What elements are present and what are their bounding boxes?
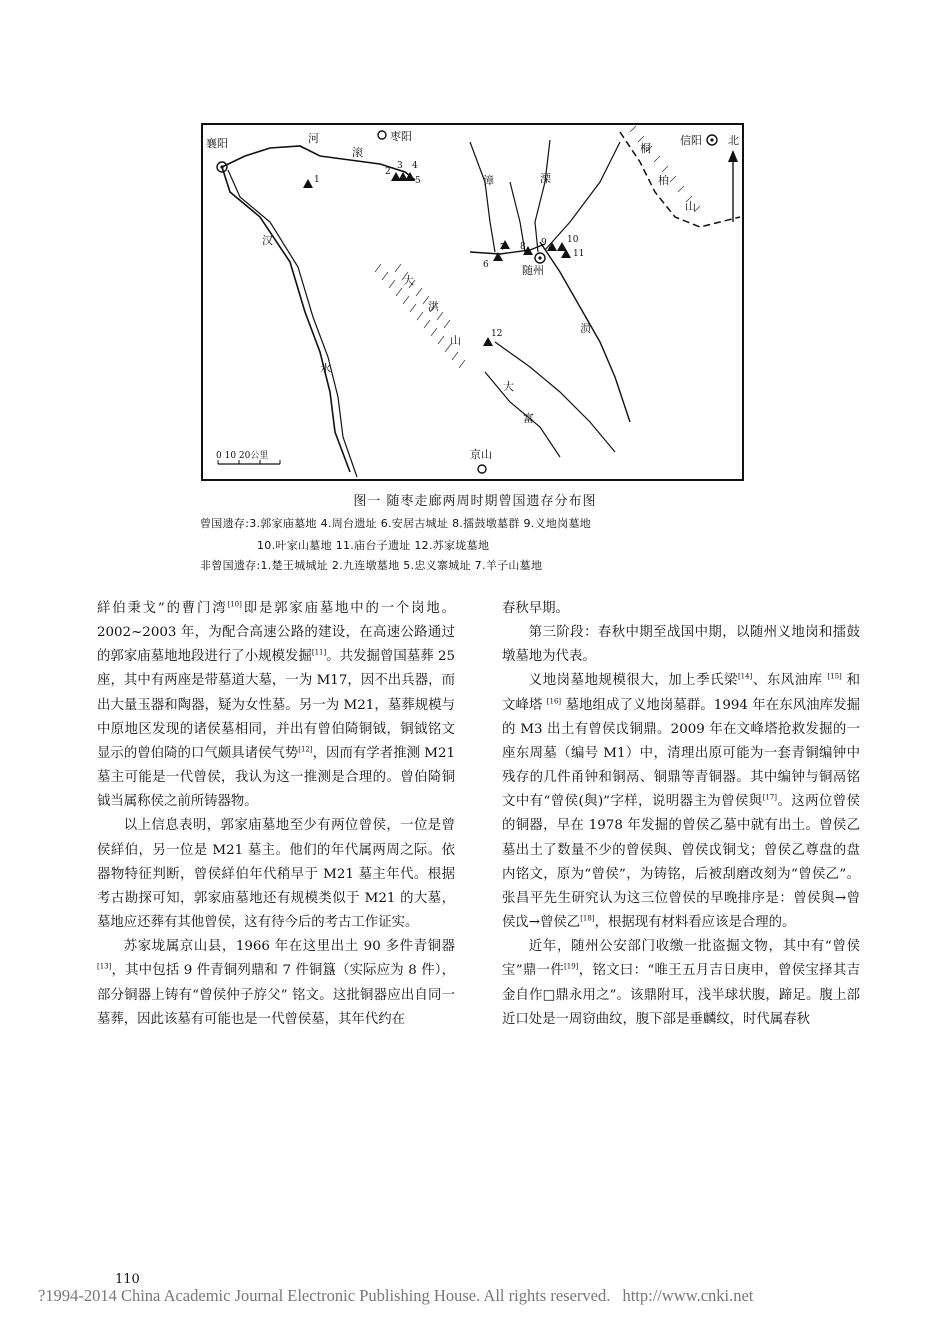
label-xinyang: 信阳: [680, 134, 702, 147]
label-jingshan: 京山: [470, 448, 492, 461]
reference-mark: [19]: [564, 962, 579, 971]
paragraph-text: ，因而有学者推测 M21 墓主可能是一代曾侯，我认为这一推测是合理的。曾伯陭铜钺当属称侯之前所铸器物。: [97, 745, 455, 810]
site-label-9: 9: [541, 238, 547, 248]
paragraph-text: 絴伯秉戈”的曹门湾: [97, 601, 228, 616]
label-mtn-tong: 桐: [640, 142, 651, 155]
site-label-12: 12: [491, 329, 503, 339]
site-label-8: 8: [520, 242, 526, 252]
paragraph: [97, 935, 455, 1032]
label-river-fu: 富: [523, 412, 534, 425]
paragraph-text: 和文峰塔: [502, 673, 860, 713]
label-river-li: 溧: [540, 172, 551, 185]
site-label-6: 6: [483, 260, 489, 270]
paragraph-text: ，铭文曰：“唯王五月吉日庚申，曾侯宝择其吉金自作□鼎永用之”。该鼎附耳，浅半球状腹，蹄足。腹上部近口处是一周窃曲纹，腹下部是垂麟纹，时代属春秋: [502, 963, 860, 1027]
paragraph-text: ，根据现有材料看应该是合理的。: [594, 915, 796, 931]
label-xiangyang: 襄阳: [206, 137, 228, 150]
label-river-he: 河: [308, 132, 319, 145]
paragraph: [502, 935, 860, 1032]
paragraph-text: 、东风油库: [752, 673, 828, 689]
site-label-3: 3: [397, 161, 403, 171]
label-mtn-bai: 柏: [658, 174, 669, 187]
reference-mark: [16]: [546, 697, 562, 706]
footer: [38, 1286, 918, 1306]
label-river-da: 大: [503, 380, 514, 393]
site-label-5: 5: [415, 176, 421, 186]
label-zaoyang: 枣阳: [390, 130, 412, 143]
label-river-han: 汉: [262, 234, 273, 247]
site-label-11: 11: [573, 249, 585, 259]
site-label-1: 1: [314, 175, 320, 185]
figure-caption: 图一 随枣走廊两周时期曾国遗存分布图: [353, 494, 597, 509]
reference-mark: [13]: [97, 962, 112, 971]
paragraph-text: 春秋早期。: [502, 601, 569, 616]
legend-line-3: 非曾国遗存:1.楚王城城址 2.九连墩墓地 5.忠义寨城址 7.羊子山墓地: [200, 559, 543, 572]
paragraph-text: 即是郭家庙墓地中的一个岗地。2002~2003 年，为配合高速公路的建设，在高速公路通过的郭家庙墓地地段进行了小规模发掘: [97, 601, 455, 665]
paragraph: [502, 597, 860, 621]
left-column: [97, 597, 455, 1032]
reference-mark: [17]: [762, 793, 778, 802]
site-label-7: 7: [500, 243, 506, 253]
reference-mark: [11]: [311, 648, 327, 657]
label-mtn-shan: 山: [685, 200, 696, 213]
site-label-4: 4: [412, 161, 418, 171]
label-river-shui: 水: [320, 362, 331, 375]
scale-label: 0 10 20公里: [216, 451, 269, 461]
label-mtn-da: 大: [403, 274, 414, 287]
distribution-map: [200, 122, 745, 484]
label-mtn-shan2: 山: [450, 334, 461, 347]
paragraph-text: 。这两位曾侯的铜器，早在 1978 年发掘的曾侯乙墓中就有出土。曾侯乙墓出土了数量不少的曾侯與、曾侯戉铜戈；曾侯乙尊盘的盘内铭文，原为“曾侯”，为铸铭，后被刮磨改刻为“曾侯乙”。张昌平先生研究认为这三位曾侯的早晚排序是：曾侯與→曾侯戉→曾侯乙: [502, 794, 861, 931]
reference-mark: [14]: [737, 673, 753, 681]
label-suizhou: 随州: [522, 264, 544, 277]
legend-line-1: 曾国遗存:3.郭家庙墓地 4.周台遗址 6.安居古城址 8.擂鼓墩墓群 9.义地岗墓地: [200, 517, 592, 530]
footer-url: http://www.cnki.net: [622, 1286, 754, 1305]
right-column: [502, 597, 860, 1032]
label-river-yun: 涢: [580, 322, 591, 335]
paragraph-text: 。共发掘曾国墓葬 25 座，其中有两座是带墓道大墓，一为 M17，因不出兵器，而出大量玉器和陶器，疑为女性墓。另一为 M21，墓葬规模与中原地区发现的诸侯墓相同，并出有曾伯陭铜钺，铜钺铭文显示的曾伯陭的口气颇具诸侯气势: [97, 649, 456, 761]
label-river-gun: 滚: [352, 146, 363, 159]
paragraph-text: 近年，随州公安部门收缴一批盗掘文物，其中有“曾侯宝”鼎一件: [502, 939, 860, 979]
paragraph-text: 墓地组成了义地岗墓群。1994 年在东风油库发掘的 M3 出土有曾侯戉铜鼎。2009 年在文峰塔抢救发掘的一座东周墓（编号 M1）中，清理出原可能为一套青铜编钟中残存的几件甬钟和铜鬲、铜鼎等青铜器。其中编钟与铜鬲铭文中有“曾侯(與)”字样，说明器主为曾侯與: [502, 697, 860, 810]
label-mtn-hong: 洪: [428, 300, 439, 313]
paragraph: [97, 814, 455, 935]
reference-mark: [15]: [827, 673, 842, 681]
paragraph-text: 义地岗墓地规模很大，加上季氏梁: [528, 673, 738, 689]
paragraph: [97, 597, 455, 814]
paragraph: [502, 669, 860, 935]
reference-mark: [10]: [227, 600, 242, 609]
paragraph-text: 以上信息表明，郭家庙墓地至少有两位曾侯，一位是曾侯絴伯，另一位是 M21 墓主。他们的年代属两周之际。依器物特征判断，曾侯絴伯年代稍早于 M21 墓主年代。根据考古勘探可知，郭家庙墓地还有规模类似于 M21 的大墓，墓地应还葬有其他曾侯，这有待今后的考古工作证实。: [97, 818, 455, 931]
paragraph-text: 苏家垅属京山县，1966 年在这里出土 90 多件青铜器: [123, 939, 455, 955]
reference-mark: [18]: [580, 914, 595, 923]
reference-mark: [12]: [298, 745, 313, 754]
site-label-2: 2: [385, 167, 391, 177]
label-river-zhang: 漳: [483, 174, 494, 187]
footer-copyright: ?1994-2014 China Academic Journal Electronic Publishing House. All rights reserved.: [38, 1286, 611, 1305]
label-north: 北: [728, 134, 739, 147]
paragraph: [502, 621, 860, 669]
paragraph-text: 第三阶段：春秋中期至战国中期，以随州义地岗和擂鼓墩墓地为代表。: [502, 625, 860, 665]
legend-line-2: 10.叶家山墓地 11.庙台子遗址 12.苏家垅墓地: [257, 539, 490, 552]
page-number: 110: [115, 1272, 140, 1287]
site-label-10: 10: [567, 235, 579, 245]
paragraph-text: ，其中包括 9 件青铜列鼎和 7 件铜簋（实际应为 8 件），部分铜器上铸有“曾侯仲子斿父” 铭文。这批铜器应出自同一墓葬，因此该墓有可能也是一代曾侯墓，其年代约在: [97, 963, 455, 1027]
